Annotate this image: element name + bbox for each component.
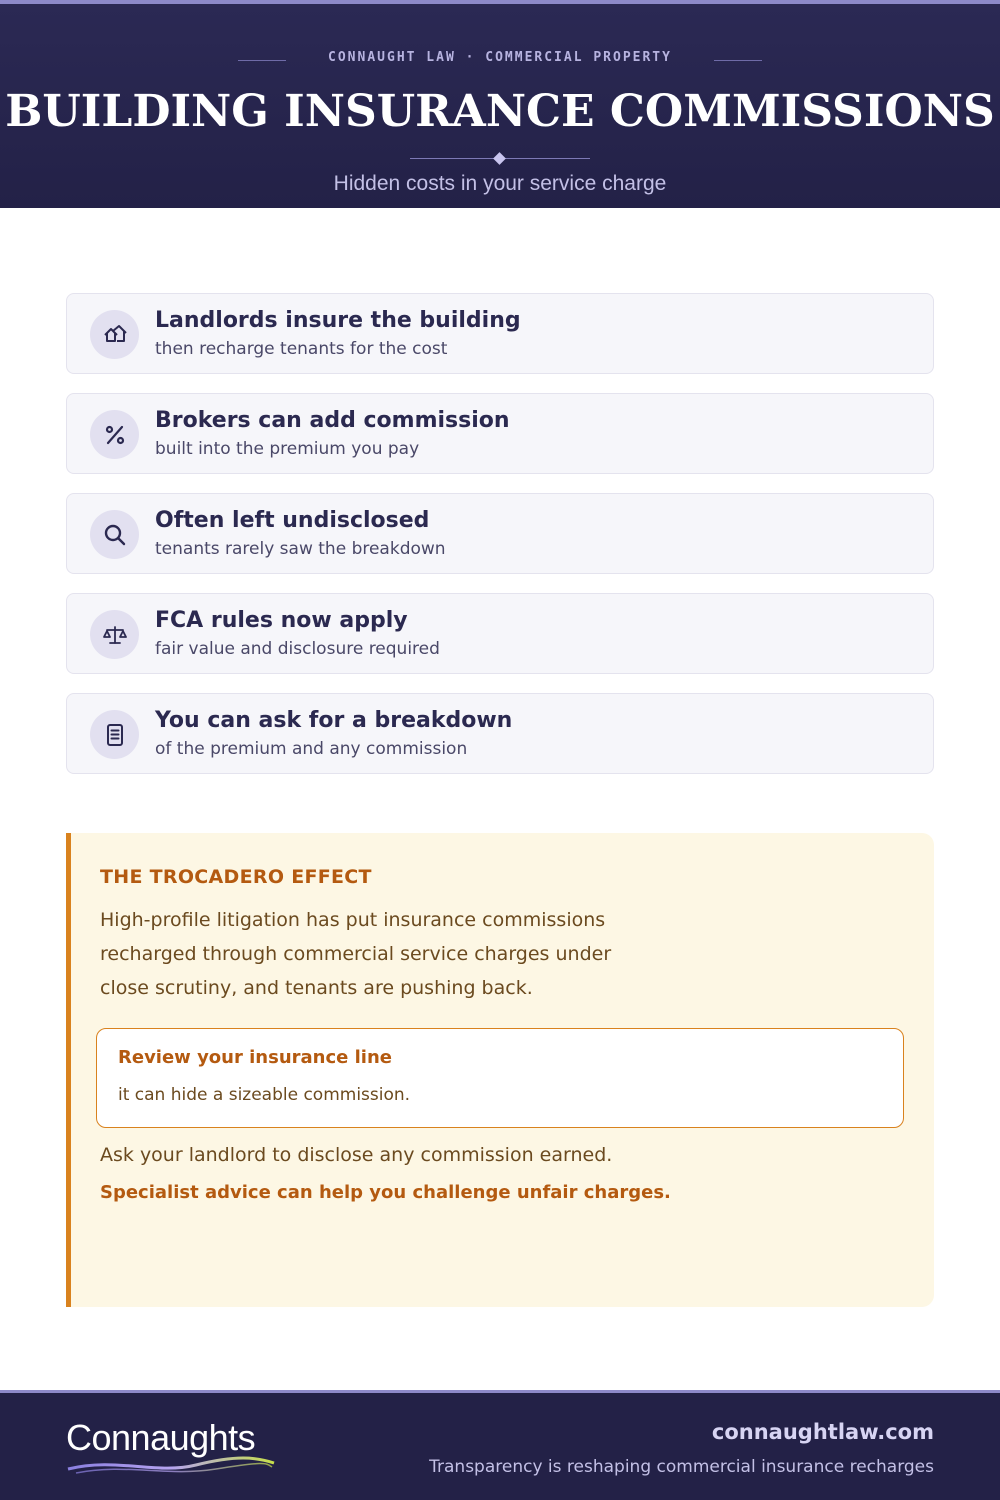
card-title: Landlords insure the building	[155, 308, 521, 333]
eyebrow-right-rule	[714, 60, 762, 61]
info-card-breakdown	[66, 693, 934, 774]
logo-swoosh-icon	[66, 1453, 276, 1477]
percent-icon	[90, 410, 139, 459]
house-icon	[90, 310, 139, 359]
callout-heading: THE TROCADERO EFFECT	[100, 866, 372, 888]
card-title: FCA rules now apply	[155, 608, 408, 633]
page-title: BUILDING INSURANCE COMMISSIONS	[5, 86, 995, 137]
eyebrow: CONNAUGHT LAW · COMMERCIAL PROPERTY	[328, 50, 672, 65]
scales-icon	[90, 610, 139, 659]
card-subtitle: built into the premium you pay	[155, 439, 420, 459]
search-icon	[90, 510, 139, 559]
document-icon	[90, 710, 139, 759]
info-card-landlords	[66, 293, 934, 374]
footer-tagline: Transparency is reshaping commercial insurance recharges	[429, 1457, 934, 1477]
footer	[0, 1390, 1000, 1500]
info-card-brokers	[66, 393, 934, 474]
callout-cta: Specialist advice can help you challenge unfair charges.	[100, 1182, 671, 1203]
card-subtitle: of the premium and any commission	[155, 739, 468, 759]
diamond-ornament	[493, 152, 506, 165]
header	[0, 0, 1000, 208]
info-card-undisclosed	[66, 493, 934, 574]
trocadero-callout	[66, 833, 934, 1307]
card-title: Often left undisclosed	[155, 508, 430, 533]
card-title: Brokers can add commission	[155, 408, 510, 433]
callout-note: Ask your landlord to disclose any commission earned.	[100, 1144, 613, 1166]
card-subtitle: then recharge tenants for the cost	[155, 339, 448, 359]
insurance-line-box	[96, 1028, 904, 1128]
callout-body: High-profile litigation has put insurance commissions recharged through commercial service charges under close scrutiny, and tenants are pushing back.	[100, 909, 612, 999]
website-link[interactable]: connaughtlaw.com	[711, 1420, 934, 1444]
connaughts-logo: Connaughts	[66, 1417, 256, 1458]
card-title: You can ask for a breakdown	[155, 708, 513, 733]
info-card-fca	[66, 593, 934, 674]
card-subtitle: fair value and disclosure required	[155, 639, 440, 659]
insurance-line-text: it can hide a sizeable commission.	[118, 1085, 411, 1105]
insurance-line-title: Review your insurance line	[118, 1047, 392, 1068]
page-subtitle: Hidden costs in your service charge	[333, 172, 667, 195]
card-subtitle: tenants rarely saw the breakdown	[155, 539, 446, 559]
